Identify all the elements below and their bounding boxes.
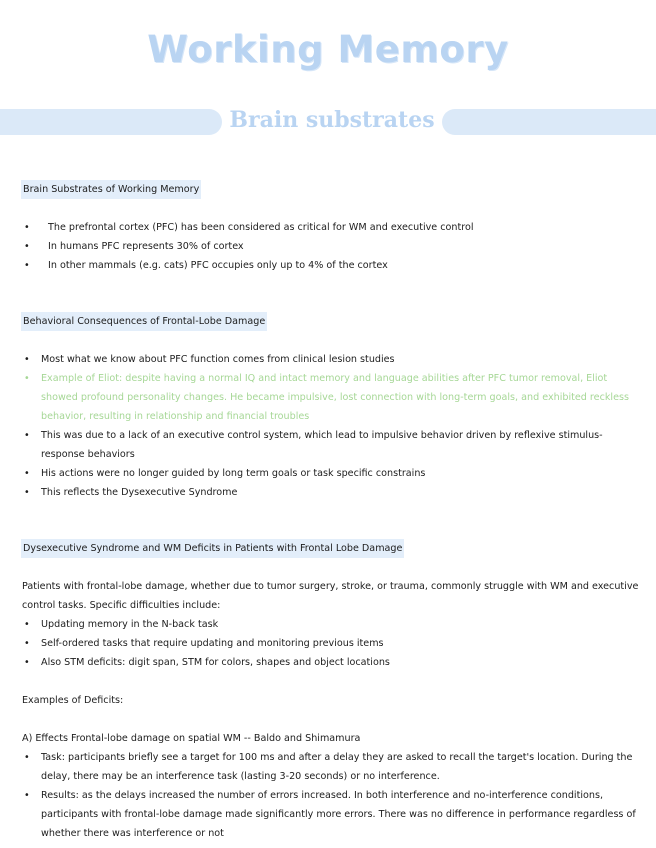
bullet-list [22,748,642,843]
list-item: • Task: participants briefly see a target for 100 ms and after a delay they are asked to recall the target's location. During the delay, there may be an interference task (lasting 3-20 seconds) or no interference. [22,748,642,786]
section-behavioral-consequences [22,312,642,502]
list-item: • Results: as the delays increased the number of errors increased. In both interference and no-interference conditions, participants with frontal-lobe damage made significantly more errors. There was no difference in performance regardless of whether there was interference or not [22,786,642,843]
bullet-list [22,218,642,275]
page-subtitle: Brain substrates [229,107,435,133]
section-brain-substrates [22,180,642,275]
list-item: • Updating memory in the N-back task [22,615,642,634]
section-intro: Patients with frontal-lobe damage, whether due to tumor surgery, stroke, or trauma, commonly struggle with WM and executive control tasks. Specific difficulties include: [22,581,639,611]
section-heading: Examples of Deficits: [22,695,124,706]
page-title: Working Memory [147,28,509,71]
list-item: • His actions were no longer guided by long term goals or task specific constrains [22,464,642,483]
list-item: • Also STM deficits: digit span, STM for colors, shapes and object locations [22,653,642,672]
section-heading: Brain Substrates of Working Memory [21,180,201,199]
section-dysexecutive-syndrome [22,539,642,672]
banner-bar-left [0,109,222,135]
list-item: • In humans PFC represents 30% of cortex [22,237,642,256]
section-heading: Dysexecutive Syndrome and WM Deficits in Patients with Frontal Lobe Damage [21,539,404,558]
bullet-list [22,615,642,672]
list-item: • Most what we know about PFC function comes from clinical lesion studies [22,350,642,369]
section-heading: Behavioral Consequences of Frontal-Lobe Damage [21,312,267,331]
document-body [22,180,642,843]
banner-bar-right [442,109,656,135]
list-item: • This reflects the Dysexecutive Syndrome [22,483,642,502]
list-item: • The prefrontal cortex (PFC) has been considered as critical for WM and executive control [22,218,642,237]
list-item-example: • Example of Eliot: despite having a normal IQ and intact memory and language abilities after PFC tumor removal, Eliot showed profound personality changes. He became impulsive, lost connection with long-term goals, and exhibited reckless behavior, resulting in relationship and financial troubles [22,369,642,426]
list-item: • In other mammals (e.g. cats) PFC occupies only up to 4% of the cortex [22,256,642,275]
subsection-heading: A) Effects Frontal-lobe damage on spatial WM -- Baldo and Shimamura [22,733,361,744]
subtitle-banner [0,109,656,135]
list-item: • This was due to a lack of an executive control system, which lead to impulsive behavior driven by reflexive stimulus-response behaviors [22,426,642,464]
list-item: • Self-ordered tasks that require updating and monitoring previous items [22,634,642,653]
bullet-list [22,350,642,502]
section-examples-of-deficits [22,691,642,843]
